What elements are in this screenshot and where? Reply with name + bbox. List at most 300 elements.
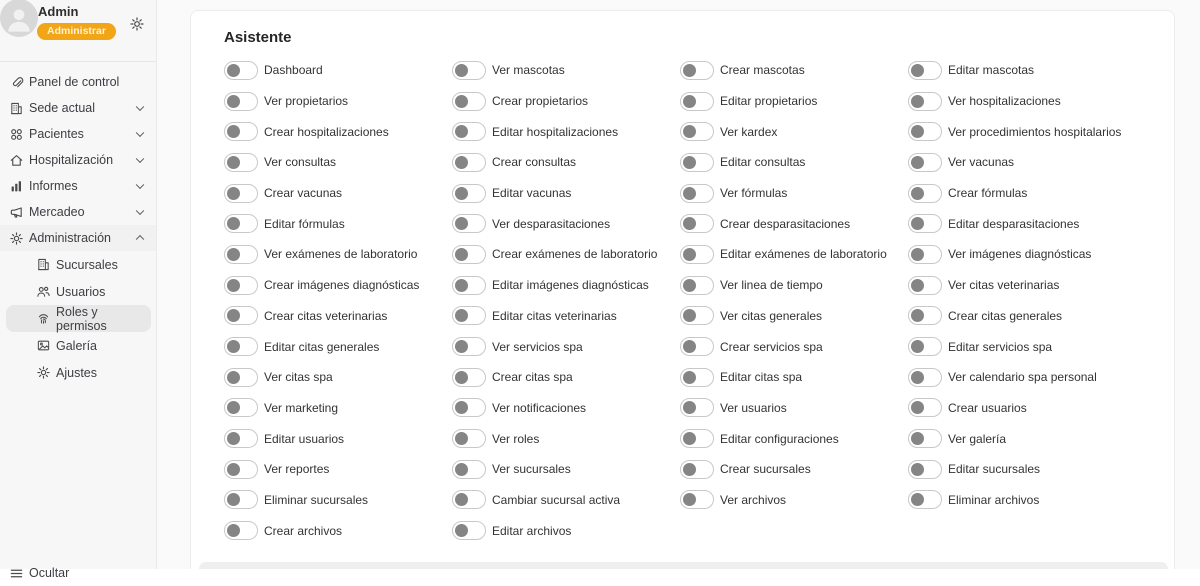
role-permissions-card (190, 10, 1175, 569)
permission-toggle[interactable] (452, 490, 486, 509)
avatar (0, 0, 38, 37)
permission-item (680, 153, 908, 172)
sidebar-subitem-label: Usuarios (56, 284, 106, 299)
chevron-down-icon (136, 129, 144, 137)
permission-label: Crear usuarios (948, 400, 1027, 415)
permission-toggle[interactable] (908, 61, 942, 80)
permission-toggle[interactable] (908, 276, 942, 295)
permission-toggle[interactable] (908, 429, 942, 448)
permission-label: Ver sucursales (492, 462, 571, 477)
permission-toggle[interactable] (224, 245, 258, 264)
sidebar-item-hospitalizacion[interactable] (0, 147, 156, 173)
permission-toggle[interactable] (680, 337, 714, 356)
permission-toggle[interactable] (224, 276, 258, 295)
toggle-knob (683, 64, 696, 77)
permission-toggle[interactable] (452, 245, 486, 264)
users-icon (35, 284, 51, 300)
role-badge: Administrar (37, 23, 116, 40)
permission-label: Editar consultas (720, 155, 806, 170)
permission-label: Editar vacunas (492, 186, 572, 201)
permission-toggle[interactable] (680, 214, 714, 233)
toggle-knob (683, 401, 696, 414)
permission-toggle[interactable] (908, 245, 942, 264)
sidebar-item-informes[interactable] (0, 173, 156, 199)
permission-label: Ver archivos (720, 492, 787, 507)
permission-label: Crear servicios spa (720, 339, 823, 354)
permission-item (224, 490, 452, 509)
permission-label: Ver notificaciones (492, 400, 587, 415)
sidebar-subitem-galeria[interactable] (6, 332, 151, 359)
permission-item (680, 276, 908, 295)
permission-item (452, 490, 680, 509)
permission-toggle[interactable] (680, 122, 714, 141)
permission-item (680, 245, 908, 264)
permission-item (224, 521, 452, 540)
permission-label: Editar citas spa (720, 370, 803, 385)
grid-icon (8, 126, 24, 142)
toggle-knob (455, 156, 468, 169)
permission-label: Cambiar sucursal activa (492, 492, 621, 507)
permission-label: Crear hospitalizaciones (264, 124, 389, 139)
permission-item (452, 276, 680, 295)
building-icon (35, 257, 51, 273)
permission-label: Ver calendario spa personal (948, 370, 1097, 385)
permission-item (452, 122, 680, 141)
permission-label: Editar citas generales (264, 339, 380, 354)
permission-item (908, 368, 1136, 387)
permission-item (452, 368, 680, 387)
toggle-knob (227, 432, 240, 445)
toggle-knob (911, 248, 924, 261)
permission-toggle[interactable] (224, 214, 258, 233)
toggle-knob (455, 463, 468, 476)
permission-label: Crear exámenes de laboratorio (492, 247, 658, 262)
permission-label: Ver roles (492, 431, 540, 446)
permission-item (680, 306, 908, 325)
permission-label: Ver procedimientos hospitalarios (948, 124, 1122, 139)
permission-toggle[interactable] (224, 490, 258, 509)
permission-label: Crear imágenes diagnósticas (264, 278, 420, 293)
toggle-knob (683, 279, 696, 292)
permission-item (452, 429, 680, 448)
toggle-knob (455, 493, 468, 506)
permission-item (908, 153, 1136, 172)
permission-toggle[interactable] (452, 184, 486, 203)
sidebar-subitem-label: Ajustes (56, 365, 97, 380)
toggle-knob (911, 340, 924, 353)
toggle-knob (455, 279, 468, 292)
permission-label: Editar servicios spa (948, 339, 1053, 354)
toggle-knob (227, 493, 240, 506)
toggle-knob (455, 125, 468, 138)
toggle-knob (911, 371, 924, 384)
toggle-knob (227, 401, 240, 414)
permission-label: Ver servicios spa (492, 339, 583, 354)
permission-item (452, 398, 680, 417)
toggle-knob (455, 95, 468, 108)
permission-item (680, 460, 908, 479)
gear-icon (35, 365, 51, 381)
sidebar-item-mercadeo[interactable] (0, 199, 156, 225)
toggle-knob (455, 217, 468, 230)
toggle-knob (227, 309, 240, 322)
permission-toggle[interactable] (452, 368, 486, 387)
toggle-knob (455, 432, 468, 445)
permission-label: Editar archivos (492, 523, 572, 538)
sidebar-subitem-ajustes[interactable] (6, 359, 151, 386)
permissions-grid (224, 55, 1174, 546)
permission-item (452, 214, 680, 233)
permission-toggle[interactable] (452, 153, 486, 172)
permission-label: Ver mascotas (492, 63, 565, 78)
permission-toggle[interactable] (452, 398, 486, 417)
permission-toggle[interactable] (680, 92, 714, 111)
permission-label: Crear desparasitaciones (720, 216, 851, 231)
permission-label: Ver kardex (720, 124, 778, 139)
role-title: Asistente (224, 29, 292, 46)
permission-item (908, 245, 1136, 264)
permission-toggle[interactable] (224, 398, 258, 417)
profile-section (0, 0, 156, 62)
toggle-knob (227, 64, 240, 77)
permission-item (224, 337, 452, 356)
toggle-knob (227, 187, 240, 200)
permission-item (908, 214, 1136, 233)
toggle-knob (227, 463, 240, 476)
permission-toggle[interactable] (680, 306, 714, 325)
sidebar (0, 0, 157, 580)
toggle-knob (455, 64, 468, 77)
sidebar-item-label: Administración (29, 231, 111, 245)
menu-icon (8, 565, 24, 581)
toggle-knob (683, 463, 696, 476)
toggle-knob (683, 187, 696, 200)
permission-toggle[interactable] (908, 92, 942, 111)
permission-label: Editar citas veterinarias (492, 308, 617, 323)
toggle-knob (911, 187, 924, 200)
fingerprint-icon (35, 311, 51, 327)
permission-label: Ver citas veterinarias (948, 278, 1060, 293)
permission-item (680, 122, 908, 141)
permission-toggle[interactable] (680, 276, 714, 295)
chevron-down-icon (136, 155, 144, 163)
permission-toggle[interactable] (680, 398, 714, 417)
permission-toggle[interactable] (452, 306, 486, 325)
toggle-knob (683, 309, 696, 322)
permission-toggle[interactable] (908, 306, 942, 325)
permission-label: Crear archivos (264, 523, 343, 538)
toggle-knob (683, 217, 696, 230)
sidebar-subitem-roles-y-permisos[interactable] (6, 305, 151, 332)
permission-toggle[interactable] (452, 61, 486, 80)
permission-label: Editar usuarios (264, 431, 345, 446)
permission-toggle[interactable] (224, 184, 258, 203)
toggle-knob (227, 248, 240, 261)
sidebar-item-label: Hospitalización (29, 153, 114, 167)
permission-toggle[interactable] (224, 153, 258, 172)
permission-label: Dashboard (264, 63, 323, 78)
toggle-knob (227, 371, 240, 384)
permission-item (908, 460, 1136, 479)
sidebar-menu (0, 62, 156, 386)
toggle-knob (455, 248, 468, 261)
sidebar-subitem-label: Galería (56, 338, 97, 353)
permission-item (680, 92, 908, 111)
permission-label: Editar propietarios (720, 94, 818, 109)
permission-toggle[interactable] (680, 245, 714, 264)
permission-item (908, 184, 1136, 203)
toggle-knob (683, 340, 696, 353)
permission-toggle[interactable] (680, 184, 714, 203)
permission-item (680, 337, 908, 356)
chevron-up-icon (136, 235, 144, 243)
permission-item (224, 429, 452, 448)
permission-label: Editar mascotas (948, 63, 1035, 78)
toggle-knob (455, 524, 468, 537)
permission-item (224, 398, 452, 417)
permission-toggle[interactable] (908, 368, 942, 387)
sidebar-subitem-sucursales[interactable] (6, 251, 151, 278)
chevron-down-icon (136, 207, 144, 215)
permission-item (680, 184, 908, 203)
permission-label: Ver vacunas (948, 155, 1015, 170)
permission-label: Eliminar sucursales (264, 492, 369, 507)
chevron-down-icon (136, 103, 144, 111)
permission-item (224, 122, 452, 141)
permission-item (452, 92, 680, 111)
permission-item (908, 92, 1136, 111)
permission-toggle[interactable] (224, 337, 258, 356)
permission-toggle[interactable] (452, 276, 486, 295)
permission-label: Crear vacunas (264, 186, 343, 201)
sidebar-item-label: Panel de control (29, 75, 120, 89)
sidebar-item-label: Pacientes (29, 127, 84, 141)
permission-label: Editar exámenes de laboratorio (720, 247, 887, 262)
permission-label: Ver usuarios (720, 400, 787, 415)
permission-label: Ver desparasitaciones (492, 216, 611, 231)
permission-item (452, 184, 680, 203)
toggle-knob (683, 248, 696, 261)
permission-label: Eliminar archivos (948, 492, 1040, 507)
permission-toggle[interactable] (680, 368, 714, 387)
toggle-knob (227, 217, 240, 230)
permission-item (908, 61, 1136, 80)
permission-item (908, 429, 1136, 448)
sidebar-collapse-button[interactable] (0, 560, 156, 586)
permission-toggle[interactable] (452, 521, 486, 540)
permission-toggle[interactable] (908, 153, 942, 172)
permission-item (452, 306, 680, 325)
permission-toggle[interactable] (452, 122, 486, 141)
permission-item (452, 460, 680, 479)
permission-label: Ver propietarios (264, 94, 349, 109)
building-icon (8, 100, 24, 116)
permission-label: Editar imágenes diagnósticas (492, 278, 649, 293)
permission-toggle[interactable] (224, 521, 258, 540)
gear-icon[interactable] (129, 16, 145, 32)
main-content (157, 0, 1200, 569)
permission-toggle[interactable] (452, 429, 486, 448)
permission-toggle[interactable] (452, 337, 486, 356)
toggle-knob (227, 95, 240, 108)
permission-label: Ver citas spa (264, 370, 333, 385)
toggle-knob (455, 340, 468, 353)
permission-item (680, 398, 908, 417)
next-section-bar (199, 562, 1168, 569)
sidebar-item-sede-actual[interactable] (0, 95, 156, 121)
collapse-label: Ocultar (29, 566, 70, 580)
permission-toggle[interactable] (908, 122, 942, 141)
toggle-knob (227, 279, 240, 292)
permission-item (908, 306, 1136, 325)
bar-chart-icon (8, 178, 24, 194)
permission-label: Ver marketing (264, 400, 339, 415)
toggle-knob (911, 401, 924, 414)
permission-label: Editar hospitalizaciones (492, 124, 619, 139)
home-icon (8, 152, 24, 168)
permission-toggle[interactable] (224, 429, 258, 448)
toggle-knob (683, 493, 696, 506)
permission-label: Crear citas veterinarias (264, 308, 388, 323)
permission-toggle[interactable] (908, 214, 942, 233)
permission-toggle[interactable] (908, 460, 942, 479)
permission-label: Crear sucursales (720, 462, 811, 477)
permission-toggle[interactable] (224, 368, 258, 387)
sidebar-item-administracion[interactable] (0, 225, 156, 251)
permission-item (452, 153, 680, 172)
permission-item (224, 245, 452, 264)
permission-item (680, 61, 908, 80)
permission-item (680, 490, 908, 509)
permission-item (452, 521, 680, 540)
permission-item (224, 368, 452, 387)
permission-toggle[interactable] (908, 490, 942, 509)
permission-item (224, 276, 452, 295)
permission-label: Crear propietarios (492, 94, 589, 109)
sidebar-item-label: Sede actual (29, 101, 96, 115)
permission-label: Editar desparasitaciones (948, 216, 1080, 231)
permission-item (452, 245, 680, 264)
permission-toggle[interactable] (224, 92, 258, 111)
toggle-knob (911, 493, 924, 506)
sidebar-item-panel-de-control[interactable] (0, 69, 156, 95)
permission-label: Editar fórmulas (264, 216, 345, 231)
permission-toggle[interactable] (224, 306, 258, 325)
sidebar-subitem-usuarios[interactable] (6, 278, 151, 305)
toggle-knob (227, 156, 240, 169)
permission-item (680, 214, 908, 233)
permission-label: Ver fórmulas (720, 186, 788, 201)
permission-item (452, 61, 680, 80)
permission-label: Crear fórmulas (948, 186, 1028, 201)
permission-toggle[interactable] (908, 337, 942, 356)
toggle-knob (683, 95, 696, 108)
sidebar-subitem-label: Sucursales (56, 257, 118, 272)
toggle-knob (911, 279, 924, 292)
permission-label: Crear consultas (492, 155, 577, 170)
permission-label: Ver imágenes diagnósticas (948, 247, 1092, 262)
toggle-knob (227, 524, 240, 537)
paperclip-icon (8, 74, 24, 90)
sidebar-subitem-label: Roles y permisos (56, 304, 107, 333)
permission-item (908, 398, 1136, 417)
toggle-knob (911, 463, 924, 476)
permission-item (224, 61, 452, 80)
megaphone-icon (8, 204, 24, 220)
toggle-knob (227, 125, 240, 138)
permission-toggle[interactable] (680, 153, 714, 172)
permission-toggle[interactable] (452, 460, 486, 479)
toggle-knob (455, 309, 468, 322)
permission-label: Crear mascotas (720, 63, 805, 78)
permission-toggle[interactable] (908, 398, 942, 417)
toggle-knob (455, 371, 468, 384)
permission-item (224, 153, 452, 172)
permission-toggle[interactable] (680, 490, 714, 509)
permission-item (224, 92, 452, 111)
toggle-knob (683, 156, 696, 169)
toggle-knob (683, 371, 696, 384)
permission-toggle[interactable] (452, 214, 486, 233)
toggle-knob (911, 64, 924, 77)
permission-label: Crear citas generales (948, 308, 1063, 323)
permission-item (224, 214, 452, 233)
toggle-knob (911, 156, 924, 169)
permission-label: Ver reportes (264, 462, 330, 477)
permission-toggle[interactable] (680, 61, 714, 80)
sidebar-item-label: Informes (29, 179, 78, 193)
toggle-knob (455, 401, 468, 414)
permission-label: Ver exámenes de laboratorio (264, 247, 418, 262)
permission-item (908, 490, 1136, 509)
gear-icon (8, 230, 24, 246)
permission-toggle[interactable] (224, 122, 258, 141)
person-icon (3, 5, 35, 37)
permission-item (908, 122, 1136, 141)
toggle-knob (455, 187, 468, 200)
permission-label: Ver galería (948, 431, 1007, 446)
permission-label: Ver citas generales (720, 308, 823, 323)
permission-label: Ver linea de tiempo (720, 278, 823, 293)
permission-toggle[interactable] (908, 184, 942, 203)
permission-item (680, 429, 908, 448)
permission-toggle[interactable] (680, 460, 714, 479)
permission-toggle[interactable] (224, 61, 258, 80)
image-icon (35, 338, 51, 354)
permission-item (908, 337, 1136, 356)
toggle-knob (911, 125, 924, 138)
sidebar-item-pacientes[interactable] (0, 121, 156, 147)
permission-item (224, 184, 452, 203)
permission-item (452, 337, 680, 356)
permission-label: Ver consultas (264, 155, 337, 170)
permission-toggle[interactable] (224, 460, 258, 479)
permission-label: Crear citas spa (492, 370, 573, 385)
permission-item (224, 306, 452, 325)
permission-item (680, 368, 908, 387)
permission-label: Editar sucursales (948, 462, 1041, 477)
user-name: Admin (38, 4, 79, 19)
toggle-knob (683, 432, 696, 445)
toggle-knob (911, 432, 924, 445)
toggle-knob (911, 95, 924, 108)
toggle-knob (683, 125, 696, 138)
toggle-knob (911, 217, 924, 230)
sidebar-item-label: Mercadeo (29, 205, 85, 219)
toggle-knob (227, 340, 240, 353)
permission-toggle[interactable] (452, 92, 486, 111)
permission-toggle[interactable] (680, 429, 714, 448)
